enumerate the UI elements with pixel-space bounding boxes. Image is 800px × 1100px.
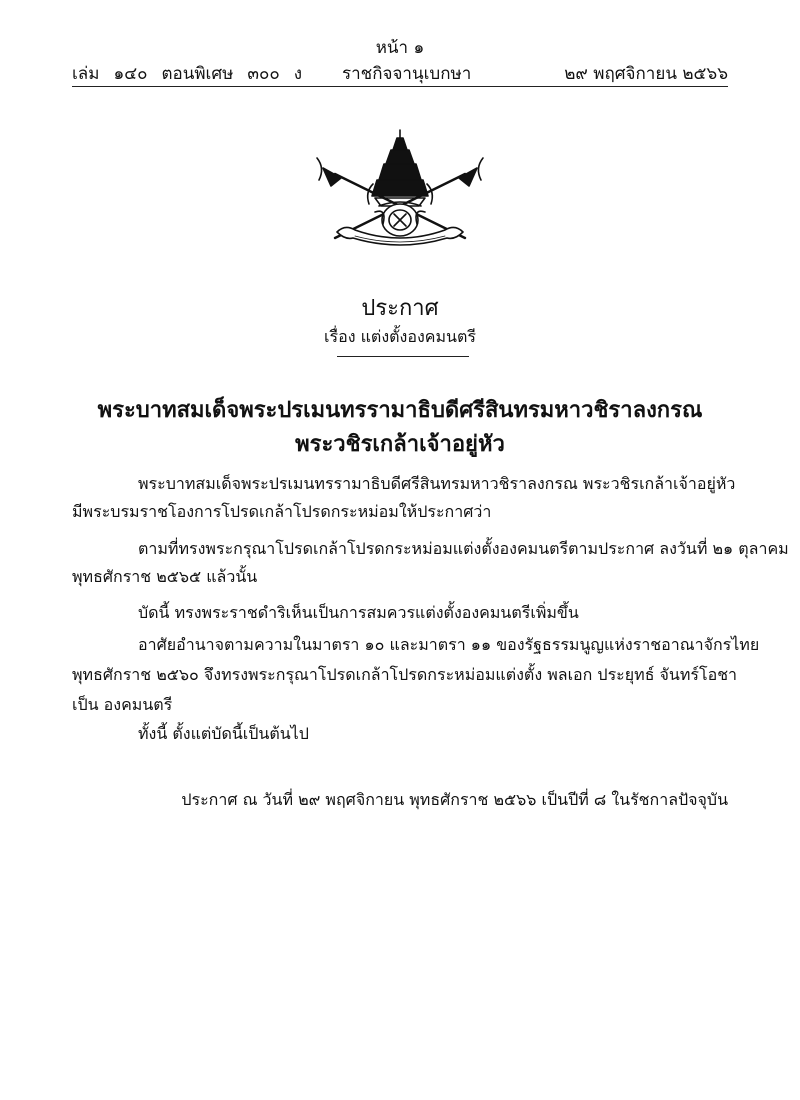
announcement-title: ประกาศ	[361, 296, 439, 321]
section-label: ตอนพิเศษ	[161, 64, 234, 84]
subject-divider	[337, 356, 469, 357]
paragraph-4-line-2: พุทธศักราช ๒๕๖๐ จึงทรงพระกรุณาโปรดเกล้าโปรดกระหม่อมแต่งตั้ง พลเอก ประยุทธ์ จันทร์โอชา	[72, 665, 738, 684]
king-title-line-2: พระวชิรเกล้าเจ้าอยู่หัว	[295, 432, 505, 457]
volume-number: ๑๔๐	[113, 64, 148, 84]
header-volume-info	[72, 60, 316, 87]
publication-date: ๒๙ พฤศจิกายน ๒๕๖๖	[564, 64, 728, 84]
announcement-subject: เรื่อง แต่งตั้งองคมนตรี	[324, 327, 476, 346]
paragraph-1-line-2: มีพระบรมราชโองการโปรดเกล้าโปรดกระหม่อมให้ประกาศว่า	[72, 502, 492, 521]
paragraph-5-line-1: ทั้งนี้ ตั้งแต่บัดนี้เป็นต้นไป	[138, 724, 309, 743]
paragraph-2-line-2: พุทธศักราช ๒๕๖๕ แล้วนั้น	[72, 567, 258, 586]
series-label: ง	[293, 64, 303, 84]
paragraph-1-line-1: พระบาทสมเด็จพระปรเมนทรรามาธิบดีศรีสินทรมหาวชิราลงกรณ พระวชิรเกล้าเจ้าอยู่หัว	[138, 474, 736, 493]
paragraph-2-line-1: ตามที่ทรงพระกรุณาโปรดเกล้าโปรดกระหม่อมแต่งตั้งองคมนตรีตามประกาศ ลงวันที่ ๒๑ ตุลาคม	[138, 539, 789, 558]
page-number: หน้า ๑	[375, 38, 425, 58]
gazette-header	[72, 60, 728, 84]
paragraph-3-line-1: บัดนี้ ทรงพระราชดำริเห็นเป็นการสมควรแต่งตั้งองคมนตรีเพิ่มขึ้น	[138, 603, 579, 622]
paragraph-4-line-1: อาศัยอำนาจตามความในมาตรา ๑๐ และมาตรา ๑๑ ของรัฐธรรมนูญแห่งราชอาณาจักรไทย	[138, 635, 760, 654]
royal-emblem-icon	[315, 128, 485, 253]
volume-label: เล่ม	[72, 64, 100, 84]
publication-name: ราชกิจจานุเบกษา	[342, 64, 472, 84]
paragraph-4-line-3: เป็น องคมนตรี	[72, 695, 173, 714]
header-divider	[72, 86, 728, 87]
king-title-line-1: พระบาทสมเด็จพระปรเมนทรรามาธิบดีศรีสินทรมหาวชิราลงกรณ	[97, 398, 703, 423]
section-number: ๓๐๐	[247, 64, 280, 84]
announcement-date: ประกาศ ณ วันที่ ๒๙ พฤศจิกายน พุทธศักราช ๒๕๖๖ เป็นปีที่ ๘ ในรัชกาลปัจจุบัน	[181, 790, 728, 809]
